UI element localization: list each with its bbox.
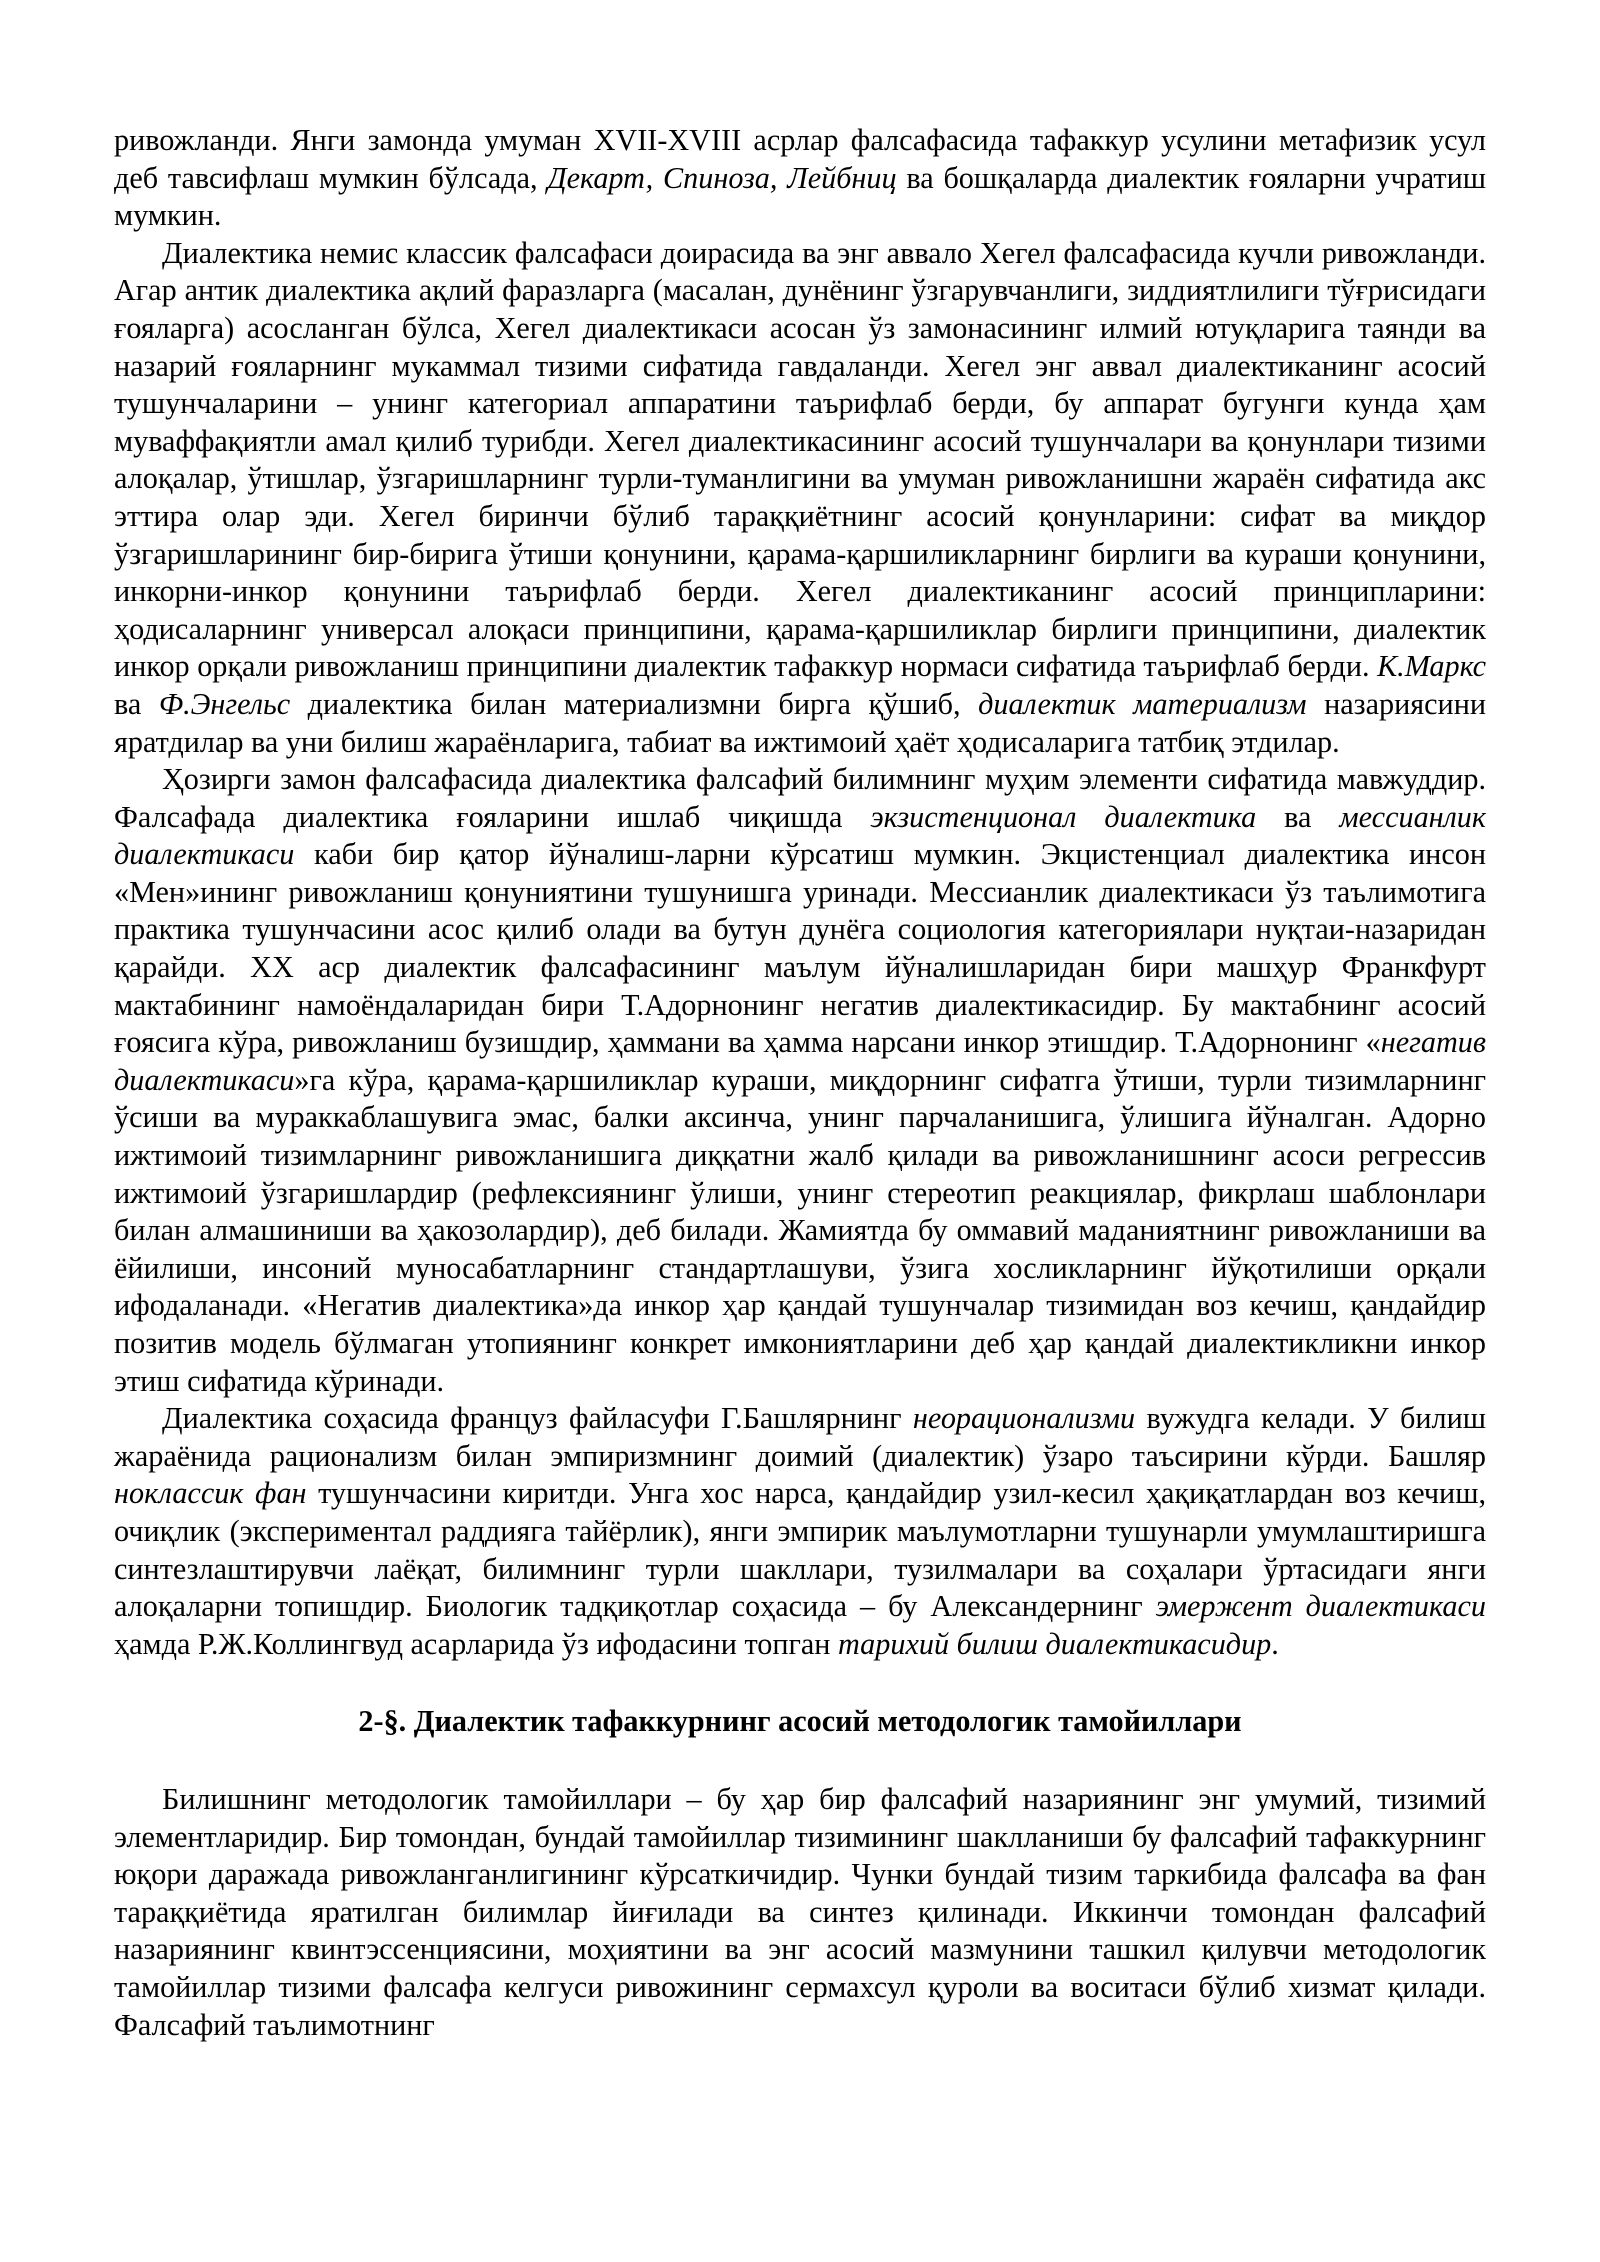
paragraph (114, 1781, 1486, 2044)
text-run: тушунчасини киритди. Унга хос нарса, қандайдир узил-кесил ҳақиқатлардан воз кечиш, очиқлик (экспериментал раддияга тайёрлик), янги эмпирик маълумотларни тушунарли умумлаштиришга синтезлаштирувчи лаёқат, билимнинг турли шакллари, тузилмалари ва соҳалари ўртасидаги янги алоқаларни топишдир. Биологик тадқиқотлар соҳасида – бу Александернинг (114, 1476, 1486, 1624)
italic-term: эмержент диалектикаси (1155, 1589, 1486, 1624)
italic-term: К.Маркс (1377, 649, 1486, 684)
italic-term: диалектик материализм (978, 686, 1307, 721)
text-run: ривожланди. Янги замонда умуман XVII-XVIII асрлар фалсафасида тафаккур усулини метафизик усул деб тавсифлаш мумкин бўлсада, (114, 123, 1486, 195)
text-run: ҳамда Р.Ж.Коллингвуд асарларида ўз ифодасини топган (114, 1626, 838, 1661)
paragraph (114, 1400, 1486, 1663)
section-heading: 2-§. Диалектик тафаккурнинг асосий методологик тамойиллари (358, 1704, 1242, 1739)
text-run: вужудга келади. У билиш жараёнида рационализм билан эмпиризмнинг доимий (диалектик) ўзаро таъсирини кўрди. Башляр (114, 1401, 1486, 1473)
text-run: Ҳозирги замон фалсафасида диалектика фалсафий билимнинг муҳим элементи сифатида мавжуддир. Фалсафада диалектика ғояларини ишлаб чиқишда (114, 762, 1486, 834)
document-page (114, 122, 1486, 2044)
text-run: Диалектика немис классик фалсафаси доирасида ва энг аввало Хегел фалсафасида кучли ривожланди. Агар антик диалектика ақлий фаразларга (масалан, дунёнинг ўзгарувчанлиги, зиддиятлилиги тўғрисидаги ғояларга) асосланган бўлса, Хегел диалектикаси асосан ўз замонасининг илмий ютуқларига таянди ва назарий ғояларнинг мукаммал тизими сифатида гавдаланди. Хегел энг аввал диалектиканинг асосий тушунчаларини – унинг категориал аппаратини таърифлаб берди, бу аппарат бугунги кунда ҳам муваффақиятли амал қилиб турибди. Хегел диалектикасининг асосий тушунчалари ва қонунлари тизими алоқалар, ўтишлар, ўзгаришларнинг турли-туманлигини ва умуман ривожланишни жараён сифатида акс эттира олар эди. Хегел биринчи бўлиб тараққиётнинг асосий қонунларини: сифат ва миқдор ўзгаришларининг бир-бирига ўтиши қонунини, қарама-қаршиликларнинг бирлиги ва кураши қонунини, инкорни-инкор қонунини таърифлаб берди. Хегел диалектиканинг асосий принципларини: ҳодисаларнинг универсал алоқаси принципини, қарама-қаршиликлар бирлиги принципини, диалектик инкор орқали ривожланиш принципини диалектик тафаккур нормаси сифатида таърифлаб берди. (114, 235, 1486, 684)
paragraph (114, 761, 1486, 1400)
text-run: ва бошқаларда диалектик ғояларни учратиш мумкин. (114, 160, 1486, 233)
italic-term: негатив диалектикаси (114, 1025, 1486, 1097)
italic-term: экзистенционал диалектика (870, 799, 1257, 834)
text-run: диалектика билан материализмни бирга қўшиб, (290, 686, 979, 721)
text-run: Диалектика соҳасида француз файласуфи Г.Башлярнинг (162, 1401, 913, 1436)
paragraphs-after (114, 1781, 1486, 2044)
text-run: каби бир қатор йўналиш-ларни кўрсатиш мумкин. Экцистенциал диалектика инсон «Мен»ининг ривожланиш қонуниятини тушунишга уринади. Мессианлик диалектикаси ўз таълимотига практика тушунчасини асос қилиб олади ва бутун дунёга социология категориялари нуқтаи-назаридан қарайди. ХХ аср диалектик фалсафасининг маълум йўналишларидан бири машҳур Франкфурт мактабининг намоёндаларидан бири Т.Адорнонинг негатив диалектикасидир. Бу мактабнинг асосий ғоясига кўра, ривожланиш бузишдир, ҳаммани ва ҳамма нарсани инкор этишдир. Т.Адорнонинг « (114, 837, 1486, 1060)
text-run: ва (114, 686, 159, 721)
paragraphs-before (114, 122, 1486, 1663)
italic-term: ноклассик фан (114, 1476, 307, 1511)
paragraph (114, 235, 1486, 761)
italic-term: неорационализми (912, 1401, 1136, 1436)
italic-term: Ф.Энгельс (158, 686, 291, 721)
text-run: »га кўра, қарама-қаршиликлар кураши, миқдорнинг сифатга ўтиши, турли тизимларнинг ўсиши ва мураккаблашувига эмас, балки аксинча, унинг парчаланишига, ўлишига йўналган. Адорно ижтимоий тизимларнинг ривожланишига диққатни жалб қилади ва ривожланишнинг асоси регрессив ижтимоий ўзгаришлардир (рефлексиянинг ўлиши, унинг стереотип реакциялар, фикрлаш шаблонлари билан алмашиниши ва ҳакозолардир), деб билади. Жамиятда бу оммавий маданиятнинг ривожланиши ва ёйилиши, инсоний муносабатларнинг стандартлашуви, ўзига хосликларнинг йўқотилиши орқали ифодаланади. «Негатив диалектика»да инкор ҳар қандай тушунчалар тизимидан воз кечиш, қандайдир позитив модель бўлмаган утопиянинг конкрет имкониятларини деб ҳар қандай диалектикликни инкор этиш сифатида кўринади. (114, 1062, 1486, 1398)
italic-term: тарихий билиш диалектикасидир (838, 1626, 1272, 1661)
italic-term: Декарт, Спиноза, Лейбниц (547, 160, 897, 195)
italic-term: мессианлик диалектикаси (114, 799, 1487, 872)
paragraph (114, 122, 1486, 235)
text-run: . (1271, 1626, 1279, 1661)
text-run: ва (1256, 799, 1340, 834)
text-run: назариясини яратдилар ва уни билиш жараёнларига, табиат ва ижтимоий ҳаёт ҳодисаларига татбиқ этдилар. (114, 686, 1486, 759)
text-run: Билишнинг методологик тамойиллари – бу ҳар бир фалсафий назариянинг энг умумий, тизимий элементларидир. Бир томондан, бундай тамойиллар тизимининг шаклланиши бу фалсафий тафаккурнинг юқори даражада ривожланганлигининг кўрсаткичидир. Чунки бундай тизим таркибида фалсафа ва фан тараққиётида яратилган билимлар йиғилади ва синтез қилинади. Иккинчи томондан фалсафий назариянинг квинтэссенциясини, моҳиятини ва энг асосий мазмунини ташкил қилувчи методологик тамойиллар тизими фалсафа келгуси ривожининг сермахсул қуроли ва воситаси бўлиб хизмат қилади. Фалсафий таълимотнинг (114, 1781, 1486, 2042)
